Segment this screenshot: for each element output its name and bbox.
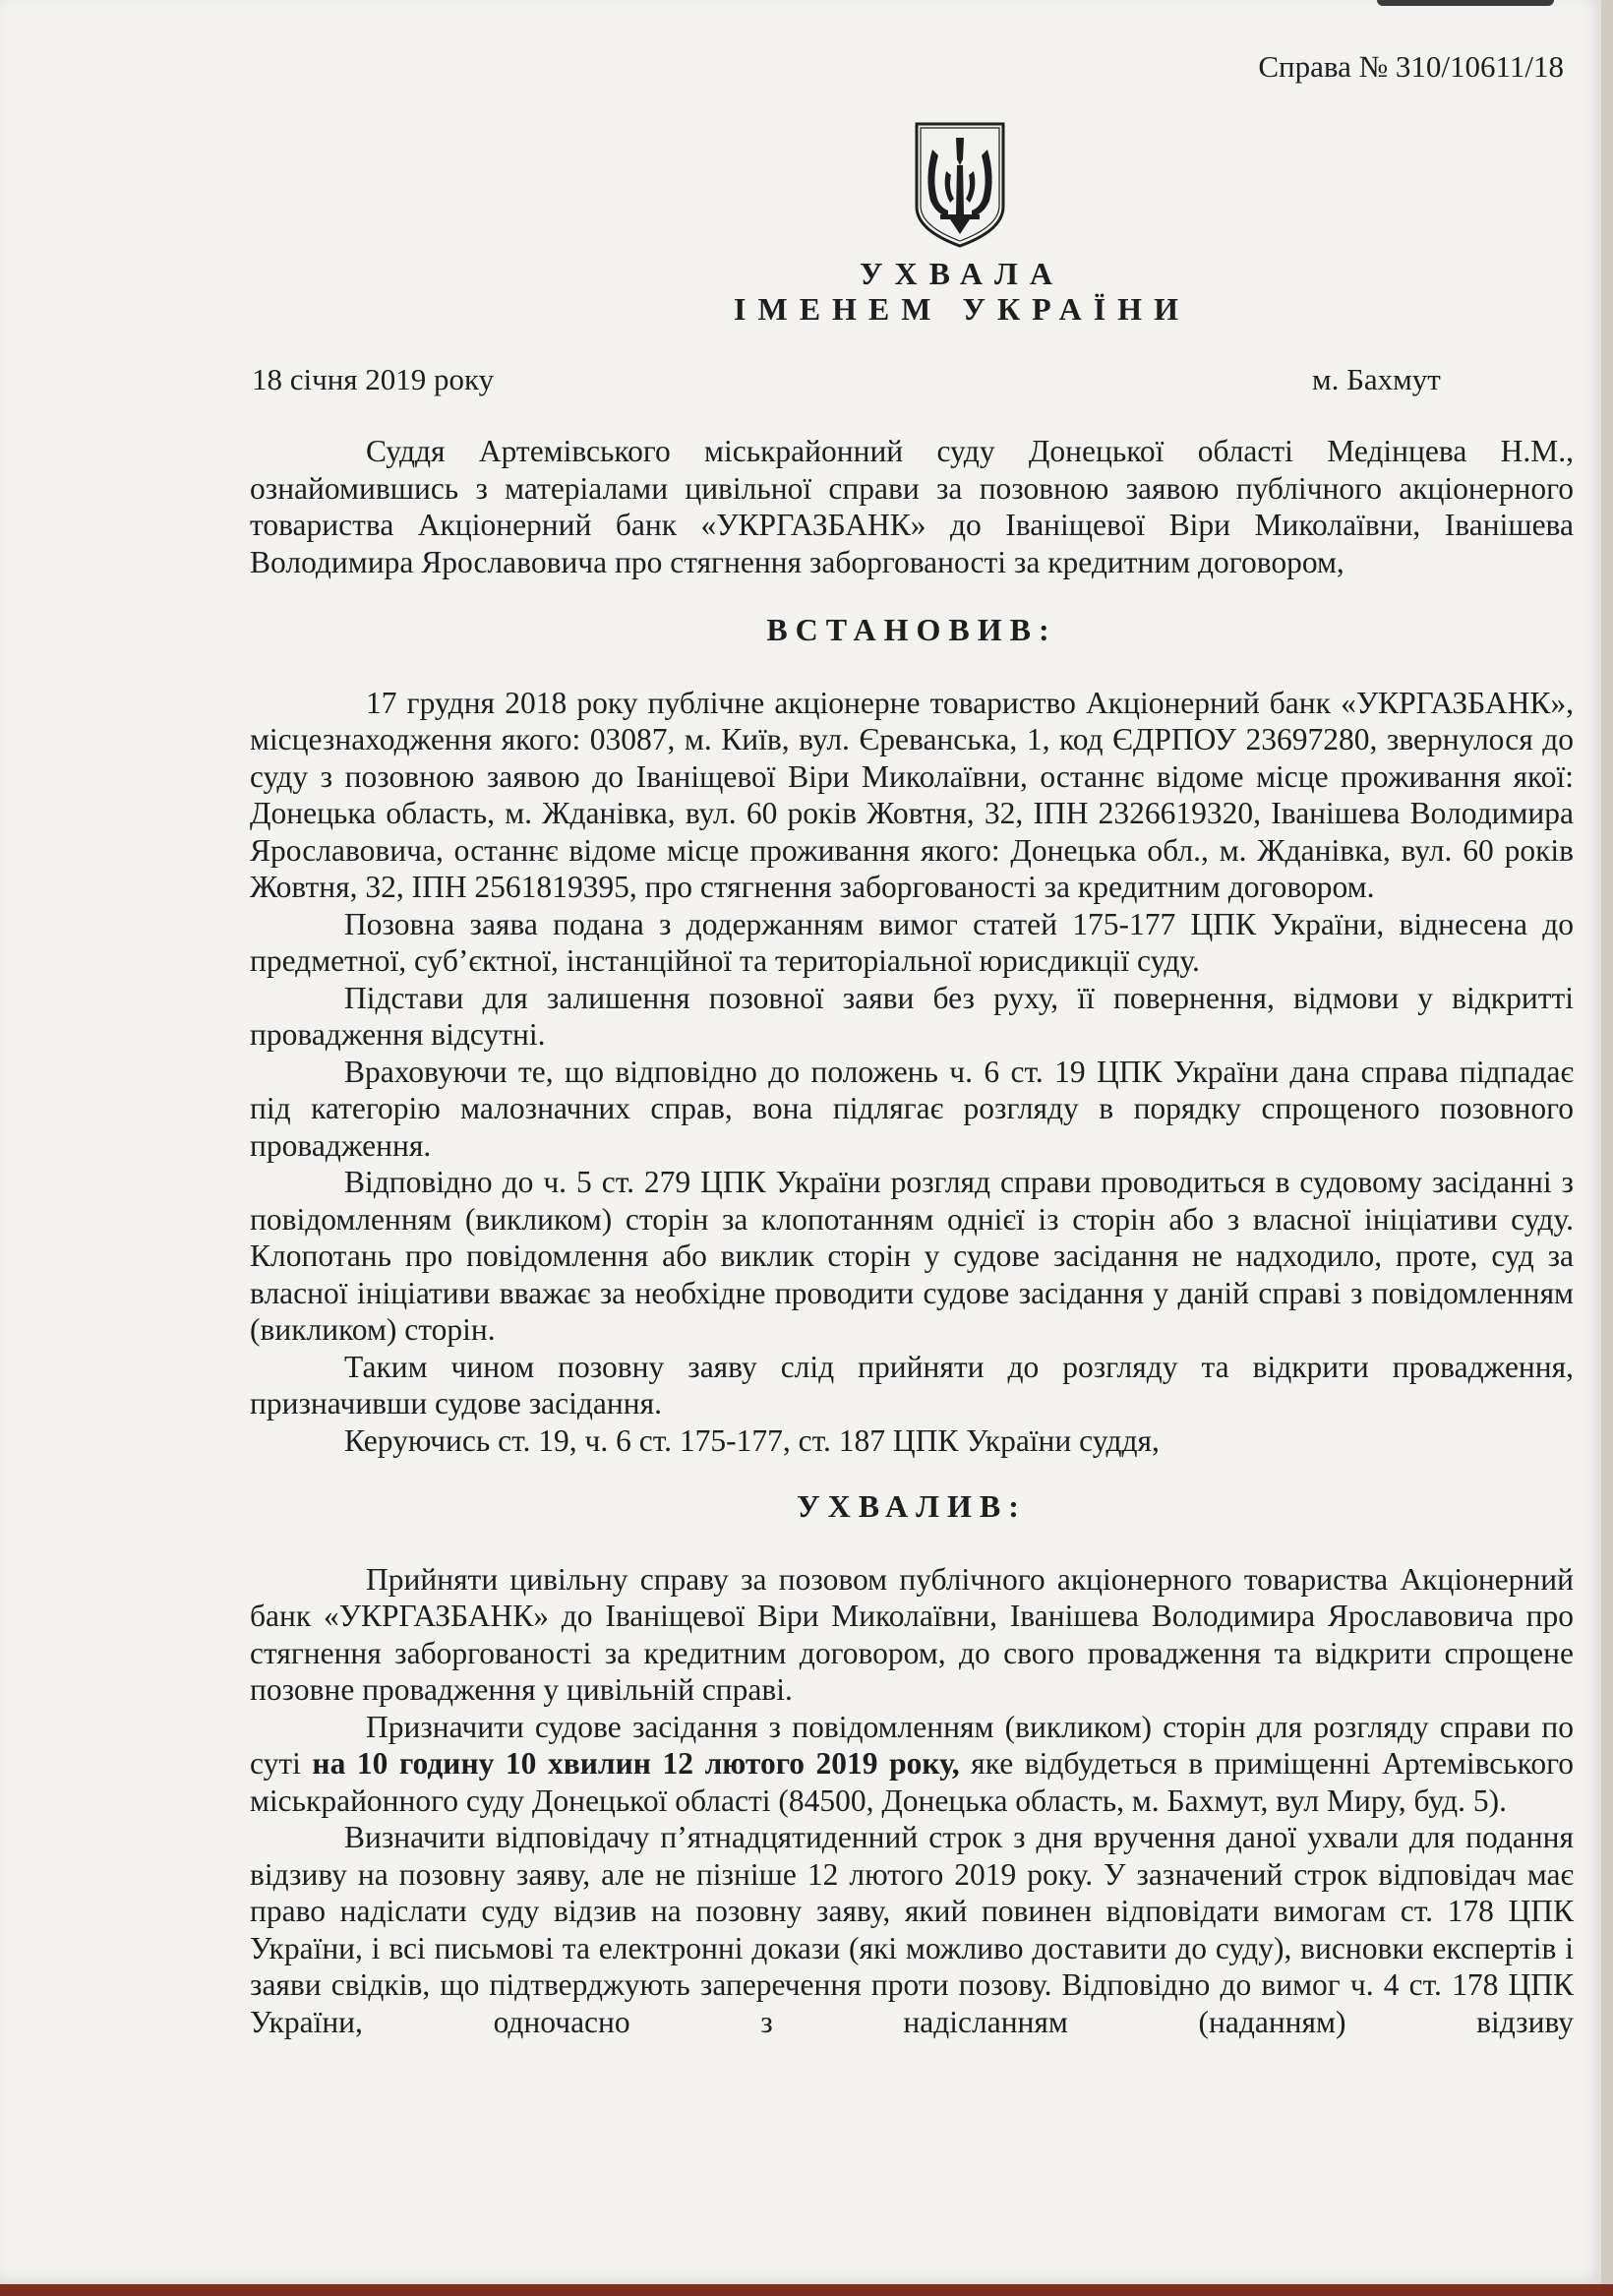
document-subtitle: ІМЕНЕМ УКРАЇНИ bbox=[734, 291, 1190, 327]
section-heading-established: ВСТАНОВИВ: bbox=[766, 612, 1057, 647]
hearing-location-text: яке відбудеться в приміщенні Артемівського міськрайонного суду Донецької області (84500, Донецька область, м. Бахмут, вул Миру, буд. 5). bbox=[250, 1746, 1574, 1818]
document-city: м. Бахмут bbox=[1312, 362, 1441, 396]
case-number: Справа № 310/10611/18 bbox=[1258, 49, 1564, 84]
document-title: УХВАЛА bbox=[860, 256, 1064, 291]
established-paragraph: 17 грудня 2018 року публічне акціонерне товариство Акціонерний банк «УКРГАЗБАНК», місцезнаходження якого: 03087, м. Київ, вул. Єреванська, 1, код ЄДРПОУ 23697280, звернулося до суду з позовною заявою до Іваніщевої Віри Миколаївни, останнє відоме місце проживання якої: Донецька область, м. Жданівка, вул. 60 років Жовтня, 32, ІПН 2326619320, Іванішева Володимира Ярославовича, останнє відоме місце проживання якого: Донецька обл., м. Жданівка, вул. 60 років Жовтня, 32, ІПН 2561819395, про стягнення заборгованості за кредитним договором. bbox=[250, 685, 1574, 904]
established-paragraph: Позовна заява подана з додержанням вимог статей 175-177 ЦПК України, віднесена до предметної, суб’єктної, інстанційної та територіальної юрисдикції суду. bbox=[250, 906, 1574, 978]
scan-corner-mark bbox=[1377, 0, 1554, 6]
section-heading-ruled: УХВАЛИВ: bbox=[797, 1488, 1027, 1524]
established-paragraph: Підстави для залишення позовної заяви без руху, її повернення, відмови у відкритті провадження відсутні. bbox=[250, 980, 1574, 1052]
ruled-paragraph-hearing bbox=[250, 1709, 1574, 1820]
established-paragraph: Враховуючи те, що відповідно до положень ч. 6 ст. 19 ЦПК України дана справа підпадає під категорію малозначних справ, вона підлягає розгляду в порядку спрощеного позовного провадження. bbox=[250, 1054, 1574, 1163]
hearing-datetime: на 10 годину 10 хвилин 12 лютого 2019 року, bbox=[312, 1746, 960, 1781]
document-date: 18 січня 2019 року bbox=[252, 362, 495, 396]
ruled-paragraph: Прийняти цивільну справу за позовом публічного акціонерного товариства Акціонерний банк «УКРГАЗБАНК» до Іваніщевої Віри Миколаївни, Іванішева Володимира Ярославовича про стягнення заборгованості за кредитним договором, до свого провадження та відкрити спрощене позовне провадження у цивільній справі. bbox=[250, 1561, 1574, 1707]
ruled-paragraph: Визначити відповідачу п’ятнадцятиденний строк з дня вручення даної ухвали для подання відзиву на позовну заяву, але не пізніше 12 лютого 2019 року. У зазначений строк відповідач має право надіслати суду відзив на позовну заяву, який повинен відповідати вимогам ст. 178 ЦПК України, і всі письмові та електронні докази (які можливо доставити до суду), висновки експертів і заяви свідків, що підтверджують заперечення проти позову. Відповідно до вимог ч. 4 ст. 178 ЦПК України, одночасно з надісланням (наданням) відзиву bbox=[250, 1820, 1574, 2039]
established-paragraph: Відповідно до ч. 5 ст. 279 ЦПК України розгляд справи проводиться в судовому засіданні з повідомленням (викликом) сторін за клопотанням однієї із сторін або з власної ініціативи суду. Клопотань про повідомлення або виклик сторін у судове засідання не надходило, проте, суд за власної ініціативи вважає за необхідне проводити судове засідання у даній справі з повідомленням (викликом) сторін. bbox=[250, 1165, 1574, 1347]
established-paragraph: Таким чином позовну заяву слід прийняти до розгляду та відкрити провадження, призначивши судове засідання. bbox=[250, 1349, 1574, 1420]
intro-paragraph: Суддя Артемівського міськрайонний суду Донецької області Медінцева Н.М., ознайомившись з матеріалами цивільної справи за позовною заявою публічного акціонерного товариства Акціонерний банк «УКРГАЗБАНК» до Іваніщевої Віри Миколаївни, Іванішева Володимира Ярославовича про стягнення заборгованості за кредитним договором, bbox=[250, 434, 1574, 579]
trident-emblem-icon bbox=[911, 120, 1009, 250]
document-body bbox=[250, 433, 1574, 2040]
scan-edge bbox=[1601, 0, 1613, 2296]
scan-bottom-edge bbox=[0, 2284, 1613, 2296]
established-paragraph: Керуючись ст. 19, ч. 6 ст. 175-177, ст. 187 ЦПК України суддя, bbox=[344, 1422, 1160, 1458]
hearing-text: Призначити судове засідання з повідомленням (викликом) сторін для розгляду справи по суті bbox=[250, 1709, 1574, 1781]
